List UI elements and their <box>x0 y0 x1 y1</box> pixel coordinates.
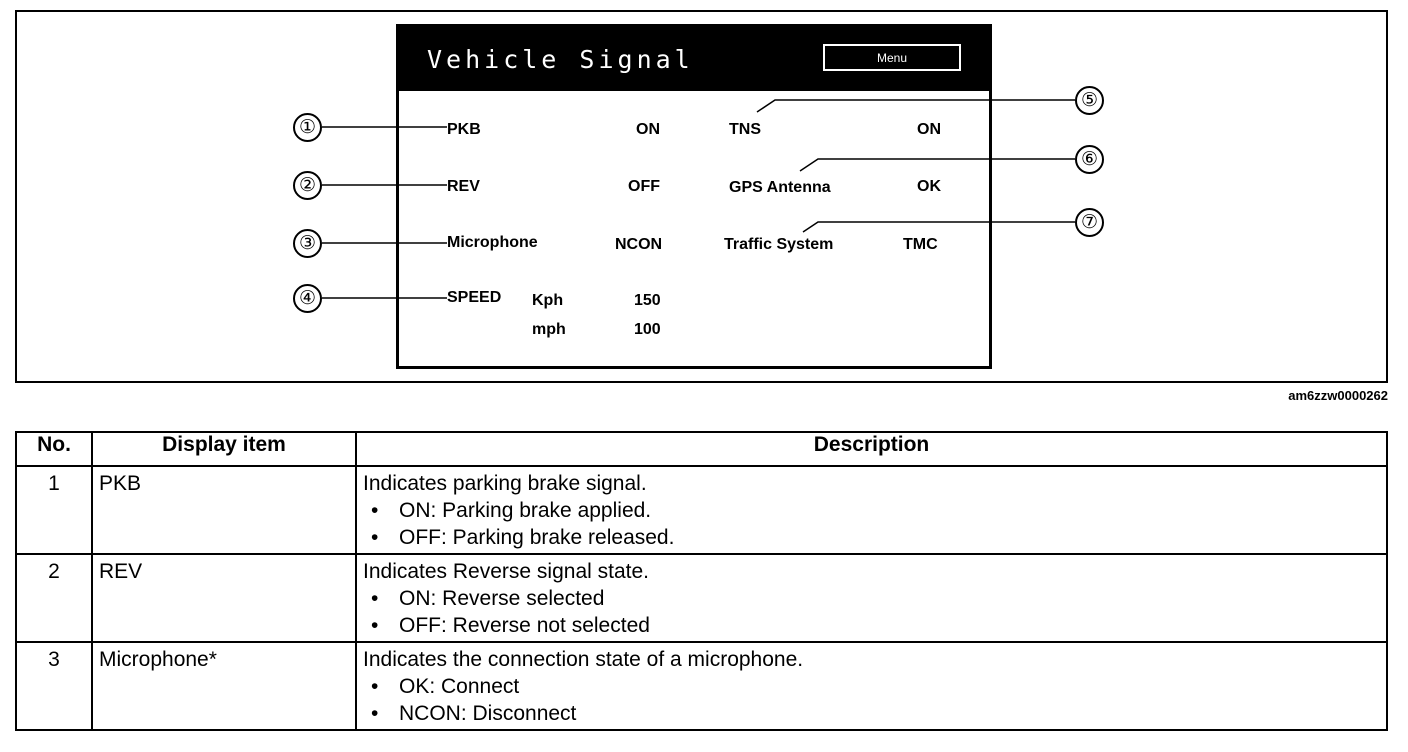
table-header-row <box>16 432 1387 466</box>
signal-value-traffic-system: TMC <box>903 236 938 253</box>
bullet-item: • ON: Parking brake applied. <box>399 497 1380 524</box>
signal-label-tns: TNS <box>729 121 761 138</box>
speed-mph-unit: mph <box>532 321 566 338</box>
header-display-item: Display item <box>92 432 356 466</box>
signal-value-rev: OFF <box>628 178 660 195</box>
row-no: 2 <box>16 554 92 642</box>
signal-value-tns: ON <box>917 121 941 138</box>
screen-header <box>399 27 989 91</box>
row-item: PKB <box>92 466 356 554</box>
table-row <box>16 466 1387 554</box>
row-description-cell <box>356 642 1387 730</box>
screen-title: Vehicle Signal <box>427 45 694 74</box>
callout-7: ⑦ <box>1075 208 1104 237</box>
bullet-item: • OFF: Parking brake released. <box>399 524 1380 551</box>
callout-5: ⑤ <box>1075 86 1104 115</box>
signal-label-traffic-system: Traffic System <box>724 236 834 253</box>
callout-2: ② <box>293 171 322 200</box>
row-description: Indicates Reverse signal state. <box>363 560 649 583</box>
signal-value-pkb: ON <box>636 121 660 138</box>
speed-label: SPEED <box>447 289 502 306</box>
bullet-list <box>363 497 1380 551</box>
row-no: 3 <box>16 642 92 730</box>
row-description: Indicates the connection state of a microphone. <box>363 648 804 671</box>
row-description: Indicates parking brake signal. <box>363 472 647 495</box>
bullet-item: • OK: Connect <box>399 673 1380 700</box>
row-item: REV <box>92 554 356 642</box>
row-description-cell <box>356 554 1387 642</box>
signal-label-gps-antenna: GPS Antenna <box>729 179 831 196</box>
display-item-table <box>15 431 1388 731</box>
signal-value-microphone: NCON <box>615 236 663 253</box>
callout-1: ① <box>293 113 322 142</box>
bullet-item: • ON: Reverse selected <box>399 585 1380 612</box>
menu-button[interactable]: Menu <box>823 44 961 71</box>
speed-mph-value: 100 <box>634 321 661 338</box>
row-item: Microphone* <box>92 642 356 730</box>
signal-value-gps-antenna: OK <box>917 178 941 195</box>
callout-4: ④ <box>293 284 322 313</box>
signal-label-microphone: Microphone <box>447 234 538 251</box>
callout-6: ⑥ <box>1075 145 1104 174</box>
vehicle-signal-screen <box>396 24 992 369</box>
signal-label-pkb: PKB <box>447 121 481 138</box>
figure-id: am6zzw0000262 <box>1288 388 1388 403</box>
table-row <box>16 554 1387 642</box>
header-no: No. <box>16 432 92 466</box>
table-row <box>16 642 1387 730</box>
speed-kph-unit: Kph <box>532 292 564 309</box>
header-description: Description <box>356 432 1387 466</box>
bullet-item: • OFF: Reverse not selected <box>399 612 1380 639</box>
speed-kph-value: 150 <box>634 292 661 309</box>
row-no: 1 <box>16 466 92 554</box>
row-description-cell <box>356 466 1387 554</box>
callout-3: ③ <box>293 229 322 258</box>
bullet-list <box>363 585 1380 639</box>
bullet-list <box>363 673 1380 727</box>
signal-label-rev: REV <box>447 178 480 195</box>
bullet-item: • NCON: Disconnect <box>399 700 1380 727</box>
